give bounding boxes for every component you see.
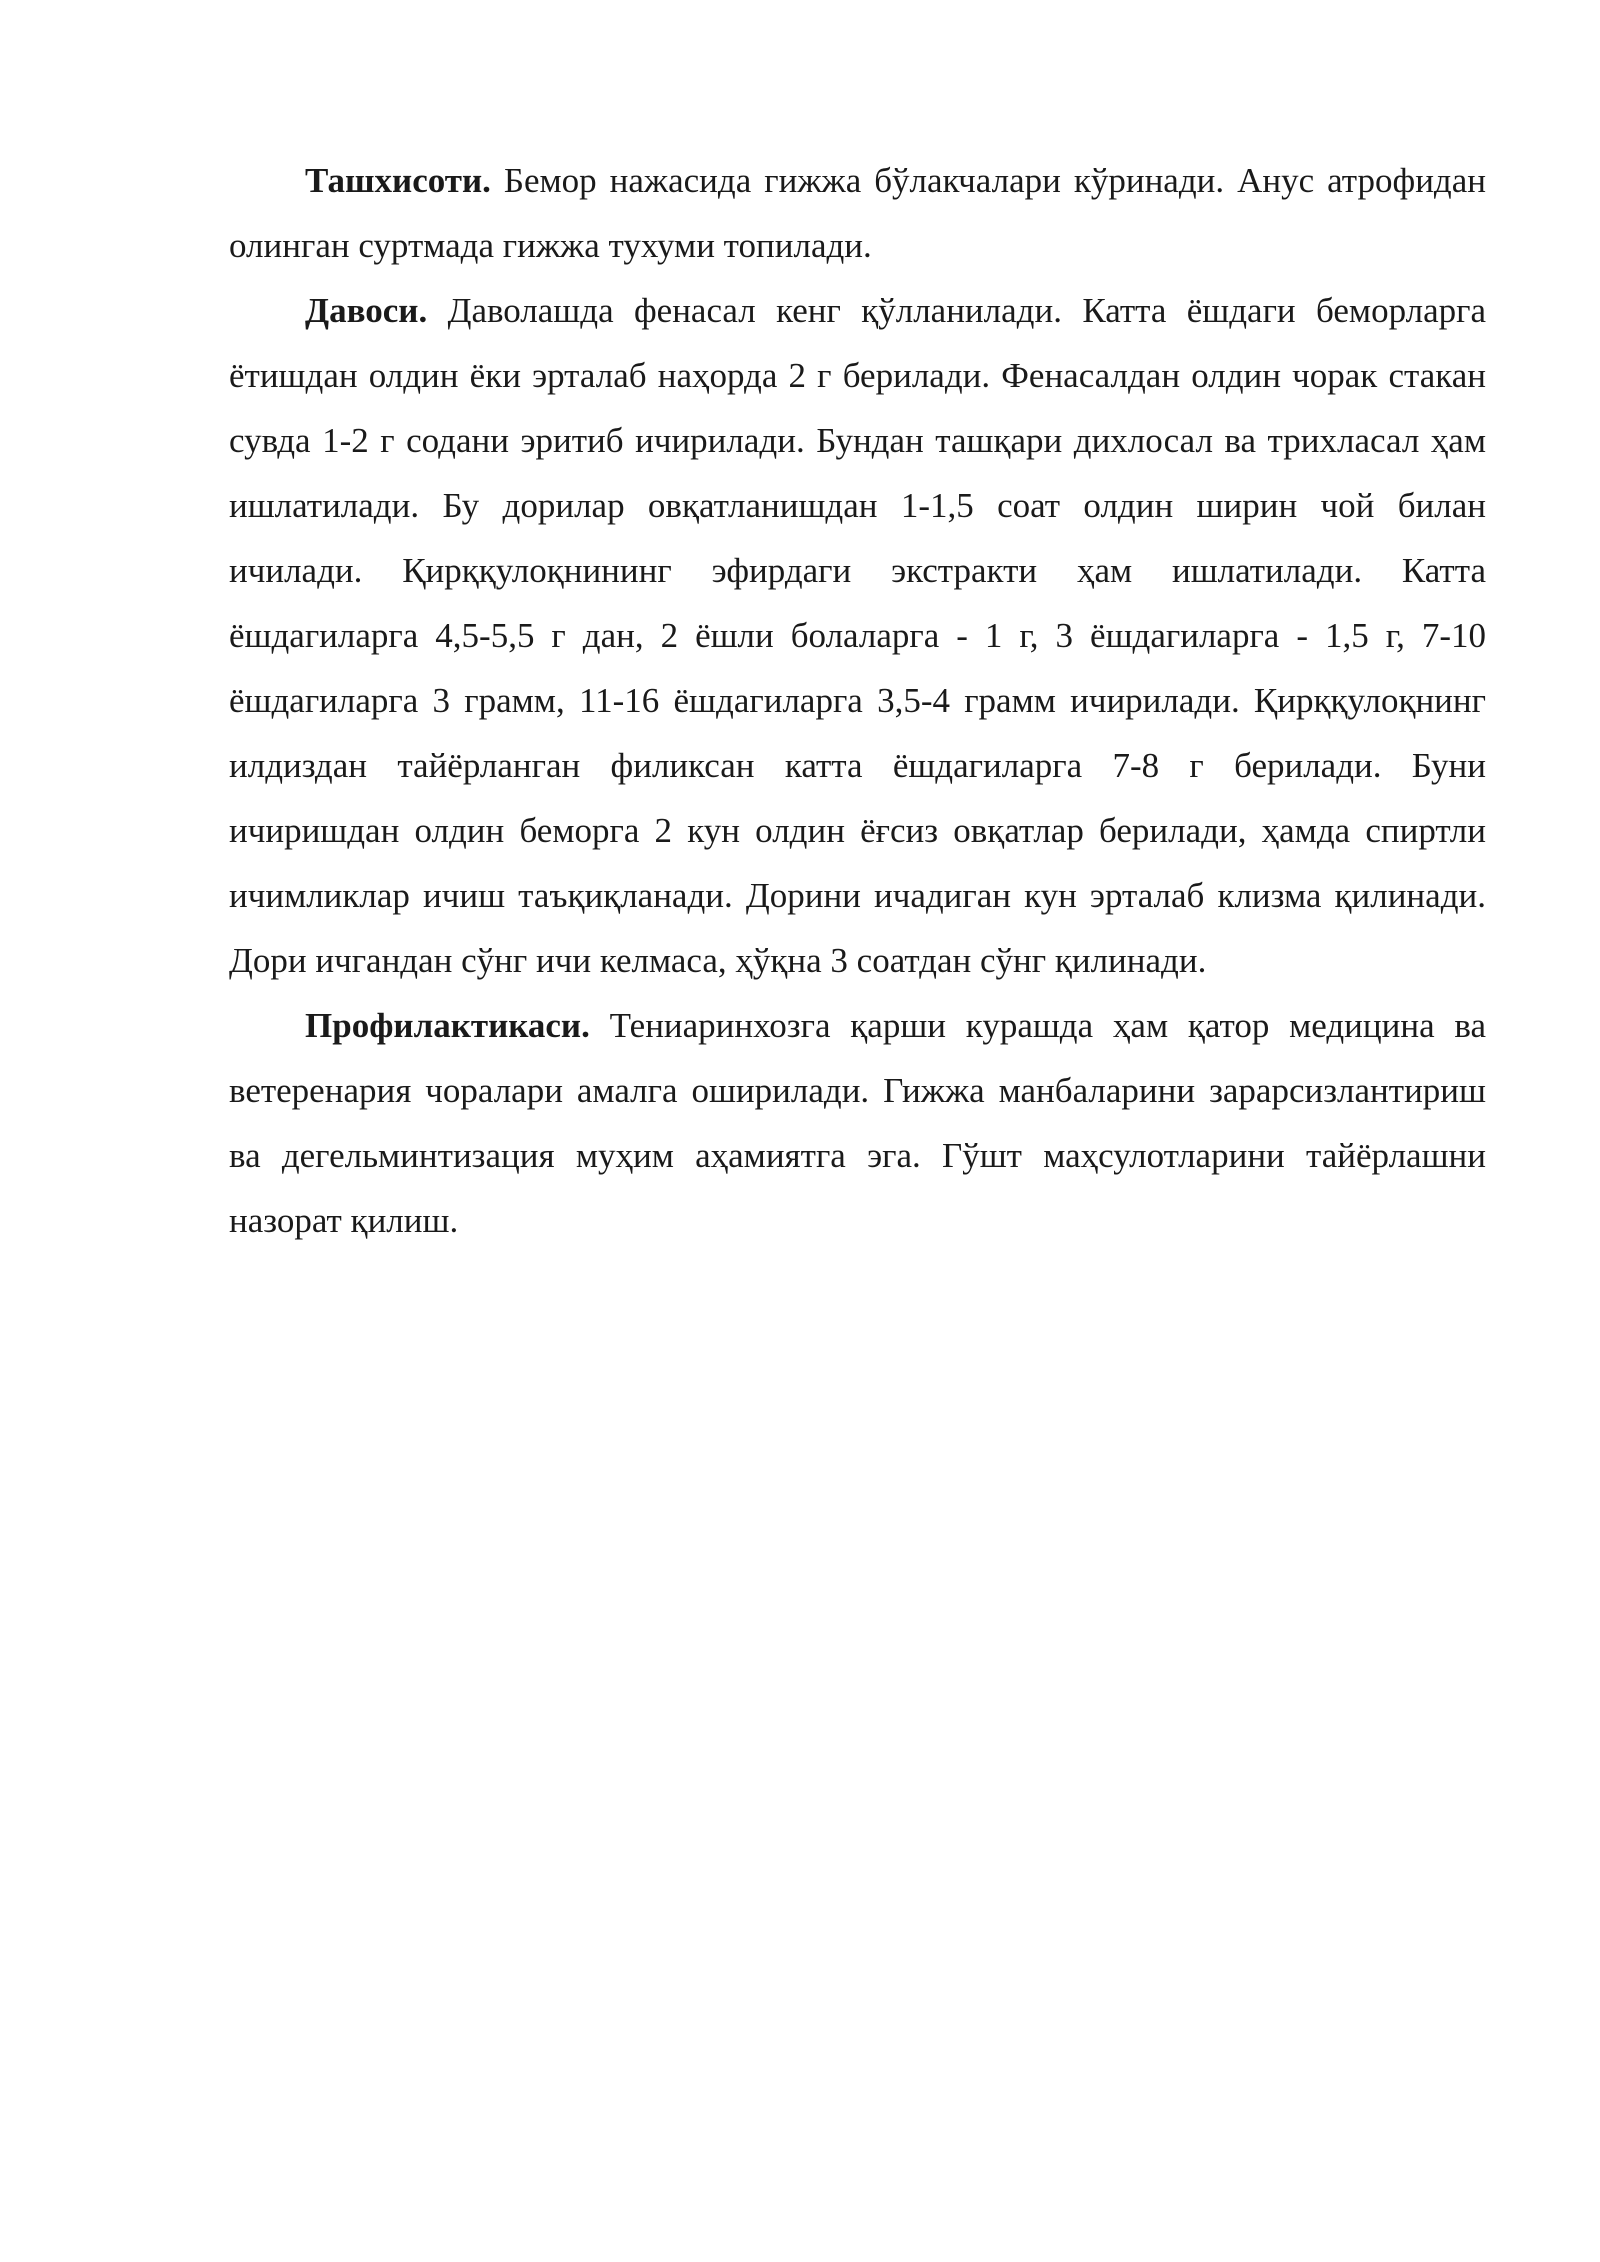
paragraph-treatment	[229, 278, 1486, 993]
paragraph-text: Даволашда фенасал кенг қўлланилади. Катта ёшдаги беморларга ётишдан олдин ёки эрталаб наҳорда 2 г берилади. Фенасалдан олдин чорак стакан сувда 1-2 г содани эритиб ичирилади. Бундан ташқари дихлосал ва трихласал ҳам ишлатилади. Бу дорилар овқатланишдан 1-1,5 соат олдин ширин чой билан ичилади. Қирққулоқнининг эфирдаги экстракти ҳам ишлатилади. Катта ёшдагиларга 4,5-5,5 г дан, 2 ёшли болаларга - 1 г, 3 ёшдагиларга - 1,5 г, 7-10 ёшдагиларга 3 грамм, 11-16 ёшдагиларга 3,5-4 грамм ичирилади. Қирққулоқнинг илдиздан тайёрланган филиксан катта ёшдагиларга 7-8 г берилади. Буни ичиришдан олдин беморга 2 кун олдин ёғсиз овқатлар берилади, ҳамда спиртли ичимликлар ичиш таъқиқланади. Дорини ичадиган кун эрталаб клизма қилинади. Дори ичгандан сўнг ичи келмаса, ҳўқна 3 соатдан сўнг қилинади.	[229, 291, 1486, 980]
paragraph-text: Тениаринхозга қарши курашда ҳам қатор медицина ва ветеренария чоралари амалга оширилади. Гижжа манбаларини зарарсизлантириш ва дегельминтизация муҳим аҳамиятга эга. Гўшт маҳсулотларини тайёрлашни назорат қилиш.	[229, 1006, 1486, 1240]
paragraph-heading: Профилактикаси.	[305, 1006, 590, 1045]
paragraph-text: Бемор нажасида гижжа бўлакчалари кўринади. Анус атрофидан олинган суртмада гижжа тухуми топилади.	[229, 161, 1486, 265]
document-body	[229, 148, 1486, 1253]
paragraph-heading: Давоси.	[305, 291, 428, 330]
paragraph-diagnosis	[229, 148, 1486, 278]
paragraph-heading: Ташхисоти.	[305, 161, 491, 200]
paragraph-prevention	[229, 993, 1486, 1253]
